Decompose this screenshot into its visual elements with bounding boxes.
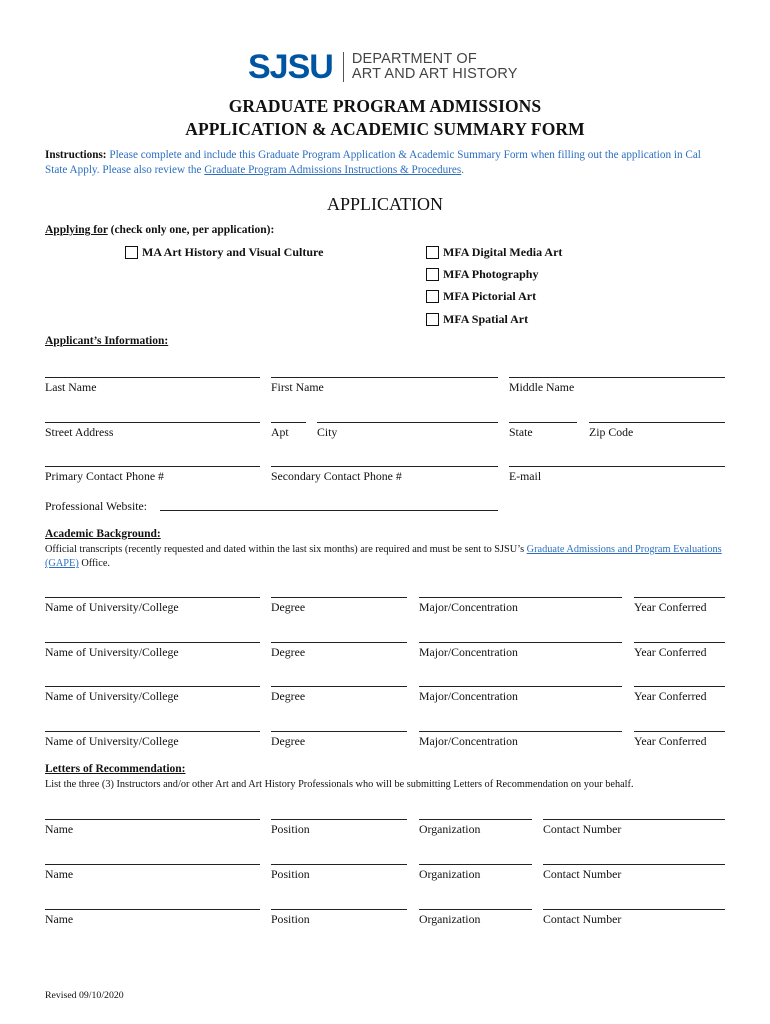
university-label: Name of University/College	[45, 600, 179, 614]
recommender-position-field[interactable]	[271, 864, 407, 865]
recommender-organization-label: Organization	[419, 912, 481, 926]
apt-field[interactable]	[271, 422, 306, 423]
major-field[interactable]	[419, 642, 622, 643]
dept-line-1: DEPARTMENT OF	[351, 51, 477, 67]
letters-heading: Letters of Recommendation:	[45, 763, 186, 775]
street-address-label: Street Address	[45, 425, 114, 439]
dept-line-2: ART AND ART HISTORY	[351, 66, 518, 82]
first-name-label: First Name	[271, 380, 324, 394]
form-title-line-1: GRADUATE PROGRAM ADMISSIONS	[228, 96, 542, 116]
degree-label: Degree	[271, 645, 306, 659]
degree-label: Degree	[271, 600, 306, 614]
applying-for-suffix: (check only one, per application):	[107, 224, 275, 236]
website-field[interactable]	[160, 510, 498, 511]
recommender-contact-label: Contact Number	[543, 912, 622, 926]
year-conferred-field[interactable]	[634, 686, 725, 687]
program-label: MA Art History and Visual Culture	[142, 245, 324, 259]
year-conferred-field[interactable]	[634, 731, 725, 732]
degree-label: Degree	[271, 734, 306, 748]
recommender-contact-field[interactable]	[543, 864, 725, 865]
university-field[interactable]	[45, 686, 260, 687]
state-label: State	[509, 425, 533, 439]
gape-link[interactable]: Graduate Admissions and Program Evaluations (GAPE)	[45, 544, 722, 569]
last-name-field[interactable]	[45, 377, 260, 378]
program-option-mfa-pictorial[interactable]	[426, 289, 536, 304]
degree-field[interactable]	[271, 731, 407, 732]
recommender-organization-field[interactable]	[419, 819, 532, 820]
recommender-organization-field[interactable]	[419, 909, 532, 910]
city-label: City	[317, 425, 338, 439]
academic-note-text-1: Official transcripts (recently requested and dated within the last six months) are required and must be sent to SJSU’s	[45, 544, 527, 555]
degree-field[interactable]	[271, 642, 407, 643]
major-label: Major/Concentration	[419, 734, 518, 748]
program-label: MFA Spatial Art	[443, 312, 529, 326]
recommender-name-label: Name	[45, 867, 74, 881]
letters-note: List the three (3) Instructors and/or other Art and Art History Professionals who will be submitting Letters of Recommendation on your behalf.	[45, 779, 634, 790]
applying-for-label: Applying for	[45, 224, 108, 236]
form-title-line-2: APPLICATION & ACADEMIC SUMMARY FORM	[185, 119, 585, 139]
middle-name-field[interactable]	[509, 377, 725, 378]
academic-note-text-2: Office.	[78, 558, 111, 569]
applicant-info-heading: Applicant’s Information:	[45, 335, 169, 347]
university-field[interactable]	[45, 597, 260, 598]
middle-name-label: Middle Name	[509, 380, 575, 394]
program-option-mfa-photography[interactable]	[426, 267, 538, 282]
checkbox[interactable]	[426, 313, 439, 326]
recommender-position-field[interactable]	[271, 909, 407, 910]
first-name-field[interactable]	[271, 377, 498, 378]
checkbox[interactable]	[426, 290, 439, 303]
last-name-label: Last Name	[45, 380, 97, 394]
recommender-name-label: Name	[45, 822, 74, 836]
university-label: Name of University/College	[45, 734, 179, 748]
academic-heading: Academic Background:	[45, 528, 161, 540]
recommender-name-label: Name	[45, 912, 74, 926]
applying-for	[45, 224, 274, 236]
recommender-organization-field[interactable]	[419, 864, 532, 865]
program-label: MFA Digital Media Art	[443, 245, 563, 259]
recommender-contact-field[interactable]	[543, 819, 725, 820]
street-address-field[interactable]	[45, 422, 260, 423]
sjsu-logo	[248, 48, 518, 86]
recommender-contact-label: Contact Number	[543, 867, 622, 881]
year-conferred-label: Year Conferred	[634, 600, 707, 614]
program-label: MFA Pictorial Art	[443, 289, 537, 303]
year-conferred-label: Year Conferred	[634, 645, 707, 659]
website-label: Professional Website:	[45, 499, 148, 513]
university-field[interactable]	[45, 731, 260, 732]
logo-mark: SJSU	[248, 48, 333, 86]
university-label: Name of University/College	[45, 689, 179, 703]
checkbox[interactable]	[426, 246, 439, 259]
revision-date: Revised 09/10/2020	[45, 990, 124, 1001]
degree-field[interactable]	[271, 597, 407, 598]
year-conferred-field[interactable]	[634, 642, 725, 643]
department-name	[352, 52, 518, 82]
recommender-position-field[interactable]	[271, 819, 407, 820]
city-field[interactable]	[317, 422, 498, 423]
major-field[interactable]	[419, 686, 622, 687]
major-field[interactable]	[419, 597, 622, 598]
zip-code-field[interactable]	[589, 422, 725, 423]
recommender-position-label: Position	[271, 822, 310, 836]
program-option-mfa-digital-media[interactable]	[426, 245, 562, 260]
section-application: APPLICATION	[326, 194, 443, 214]
email-label: E-mail	[509, 469, 542, 483]
instructions-procedures-link[interactable]: Graduate Program Admissions Instructions & Procedures	[204, 164, 462, 176]
instructions-text-1: Please complete and include this Graduate Program Application & Academic Summary Form when filling out the application in Cal State Apply. Please also review the	[45, 149, 701, 176]
checkbox[interactable]	[125, 246, 138, 259]
recommender-contact-label: Contact Number	[543, 822, 622, 836]
academic-note	[45, 543, 725, 571]
email-field[interactable]	[509, 466, 725, 467]
program-option-ma-art-history[interactable]	[125, 245, 323, 260]
zip-code-label: Zip Code	[589, 425, 634, 439]
degree-field[interactable]	[271, 686, 407, 687]
primary-phone-label: Primary Contact Phone #	[45, 469, 164, 483]
major-label: Major/Concentration	[419, 645, 518, 659]
recommender-contact-field[interactable]	[543, 909, 725, 910]
university-label: Name of University/College	[45, 645, 179, 659]
secondary-phone-field[interactable]	[271, 466, 498, 467]
year-conferred-label: Year Conferred	[634, 689, 707, 703]
year-conferred-field[interactable]	[634, 597, 725, 598]
recommender-organization-label: Organization	[419, 867, 481, 881]
program-option-mfa-spatial[interactable]	[426, 312, 528, 327]
recommender-name-field[interactable]	[45, 909, 260, 910]
instructions	[45, 148, 725, 178]
primary-phone-field[interactable]	[45, 466, 260, 467]
checkbox[interactable]	[426, 268, 439, 281]
instructions-label: Instructions:	[45, 149, 107, 161]
program-label: MFA Photography	[443, 267, 539, 281]
recommender-organization-label: Organization	[419, 822, 481, 836]
year-conferred-label: Year Conferred	[634, 734, 707, 748]
recommender-name-field[interactable]	[45, 864, 260, 865]
recommender-name-field[interactable]	[45, 819, 260, 820]
recommender-position-label: Position	[271, 912, 310, 926]
major-field[interactable]	[419, 731, 622, 732]
recommender-position-label: Position	[271, 867, 310, 881]
instructions-text-2: .	[461, 164, 465, 176]
university-field[interactable]	[45, 642, 260, 643]
logo-divider	[343, 52, 344, 82]
state-field[interactable]	[509, 422, 577, 423]
major-label: Major/Concentration	[419, 689, 518, 703]
degree-label: Degree	[271, 689, 306, 703]
secondary-phone-label: Secondary Contact Phone #	[271, 469, 402, 483]
apt-label: Apt	[271, 425, 289, 439]
major-label: Major/Concentration	[419, 600, 518, 614]
